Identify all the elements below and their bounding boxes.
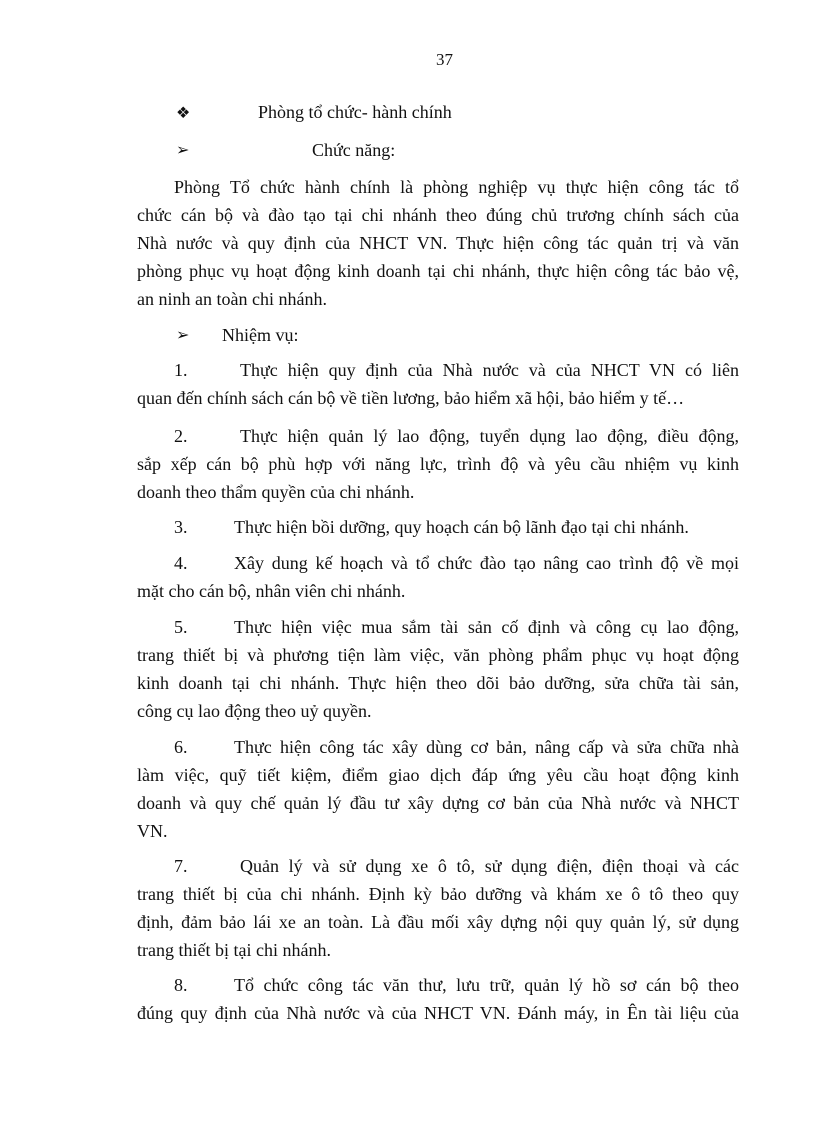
item-line: Xây dung kế hoạch và tổ chức đào tạo nâng cao trình độ về mọi bbox=[234, 553, 739, 573]
item-line: công cụ lao động theo uỷ quyền. bbox=[137, 701, 372, 721]
item-line: định, đảm bảo lái xe an toàn. Là đầu mối xây dựng nội quy quản lý, sử dụng bbox=[137, 912, 739, 932]
section-heading: Phòng tổ chức- hành chính bbox=[258, 102, 452, 122]
paragraph-line: Nhà nước và quy định của NHCT VN. Thực hiện công tác quản trị và văn bbox=[137, 233, 739, 253]
diamond-bullet-icon: ❖ bbox=[176, 105, 191, 122]
item-line: quan đến chính sách cán bộ về tiền lương, bảo hiểm xã hội, bảo hiểm y tế… bbox=[137, 388, 685, 408]
function-heading: Chức năng: bbox=[312, 140, 396, 160]
item-line: Quản lý và sử dụng xe ô tô, sử dụng điện, điện thoại và các bbox=[240, 856, 739, 876]
item-line: mặt cho cán bộ, nhân viên chi nhánh. bbox=[137, 581, 406, 601]
item-line: Thực hiện quản lý lao động, tuyển dụng lao động, điều động, bbox=[240, 426, 739, 446]
paragraph-line: phòng phục vụ hoạt động kinh doanh tại chi nhánh, thực hiện công tác bảo vệ, bbox=[137, 261, 739, 281]
item-number: 3. bbox=[174, 517, 188, 537]
item-line: Thực hiện bồi dưỡng, quy hoạch cán bộ lãnh đạo tại chi nhánh. bbox=[234, 517, 689, 537]
item-line: doanh theo thẩm quyền của chi nhánh. bbox=[137, 482, 415, 502]
item-line: kinh doanh tại chi nhánh. Thực hiện theo dõi bảo dưỡng, sửa chữa tài sản, bbox=[137, 673, 739, 693]
item-line: Thực hiện công tác xây dùng cơ bản, nâng cấp và sửa chữa nhà bbox=[234, 737, 739, 757]
item-number: 8. bbox=[174, 975, 188, 995]
item-line: trang thiết bị của chi nhánh. Định kỳ bảo dưỡng và khám xe ô tô theo quy bbox=[137, 884, 739, 904]
page-number: 37 bbox=[436, 50, 453, 69]
item-line: sắp xếp cán bộ phù hợp với năng lực, trình độ và yêu cầu nhiệm vụ kinh bbox=[137, 454, 739, 474]
arrow-bullet-icon: ➢ bbox=[176, 327, 190, 344]
item-line: VN. bbox=[137, 821, 168, 841]
paragraph-line: chức cán bộ và đào tạo tại chi nhánh theo đúng chủ trương chính sách của bbox=[137, 205, 739, 225]
paragraph-line: an ninh an toàn chi nhánh. bbox=[137, 289, 327, 309]
item-line: làm việc, quỹ tiết kiệm, điểm giao dịch đáp ứng yêu cầu hoạt động kinh bbox=[137, 765, 739, 785]
item-line: trang thiết bị và phương tiện làm việc, văn phòng phẩm phục vụ hoạt động bbox=[137, 645, 739, 665]
item-number: 2. bbox=[174, 426, 188, 446]
paragraph-line: Phòng Tổ chức hành chính là phòng nghiệp vụ thực hiện công tác tổ bbox=[174, 177, 739, 197]
item-number: 5. bbox=[174, 617, 188, 637]
item-line: Thực hiện việc mua sắm tài sản cố định và công cụ lao động, bbox=[234, 617, 739, 637]
item-line: trang thiết bị tại chi nhánh. bbox=[137, 940, 331, 960]
duties-heading: Nhiệm vụ: bbox=[222, 325, 299, 345]
item-line: doanh và quy chế quản lý đầu tư xây dựng cơ bản của Nhà nước và NHCT bbox=[137, 793, 739, 813]
arrow-bullet-icon: ➢ bbox=[176, 142, 190, 159]
item-number: 4. bbox=[174, 553, 188, 573]
item-line: Thực hiện quy định của Nhà nước và của NHCT VN có liên bbox=[240, 360, 739, 380]
item-line: đúng quy định của Nhà nước và của NHCT VN. Đánh máy, in Ên tài liệu của bbox=[137, 1003, 739, 1023]
item-line: Tổ chức công tác văn thư, lưu trữ, quản lý hồ sơ cán bộ theo bbox=[234, 975, 739, 995]
item-number: 6. bbox=[174, 737, 188, 757]
item-number: 1. bbox=[174, 360, 188, 380]
item-number: 7. bbox=[174, 856, 188, 876]
